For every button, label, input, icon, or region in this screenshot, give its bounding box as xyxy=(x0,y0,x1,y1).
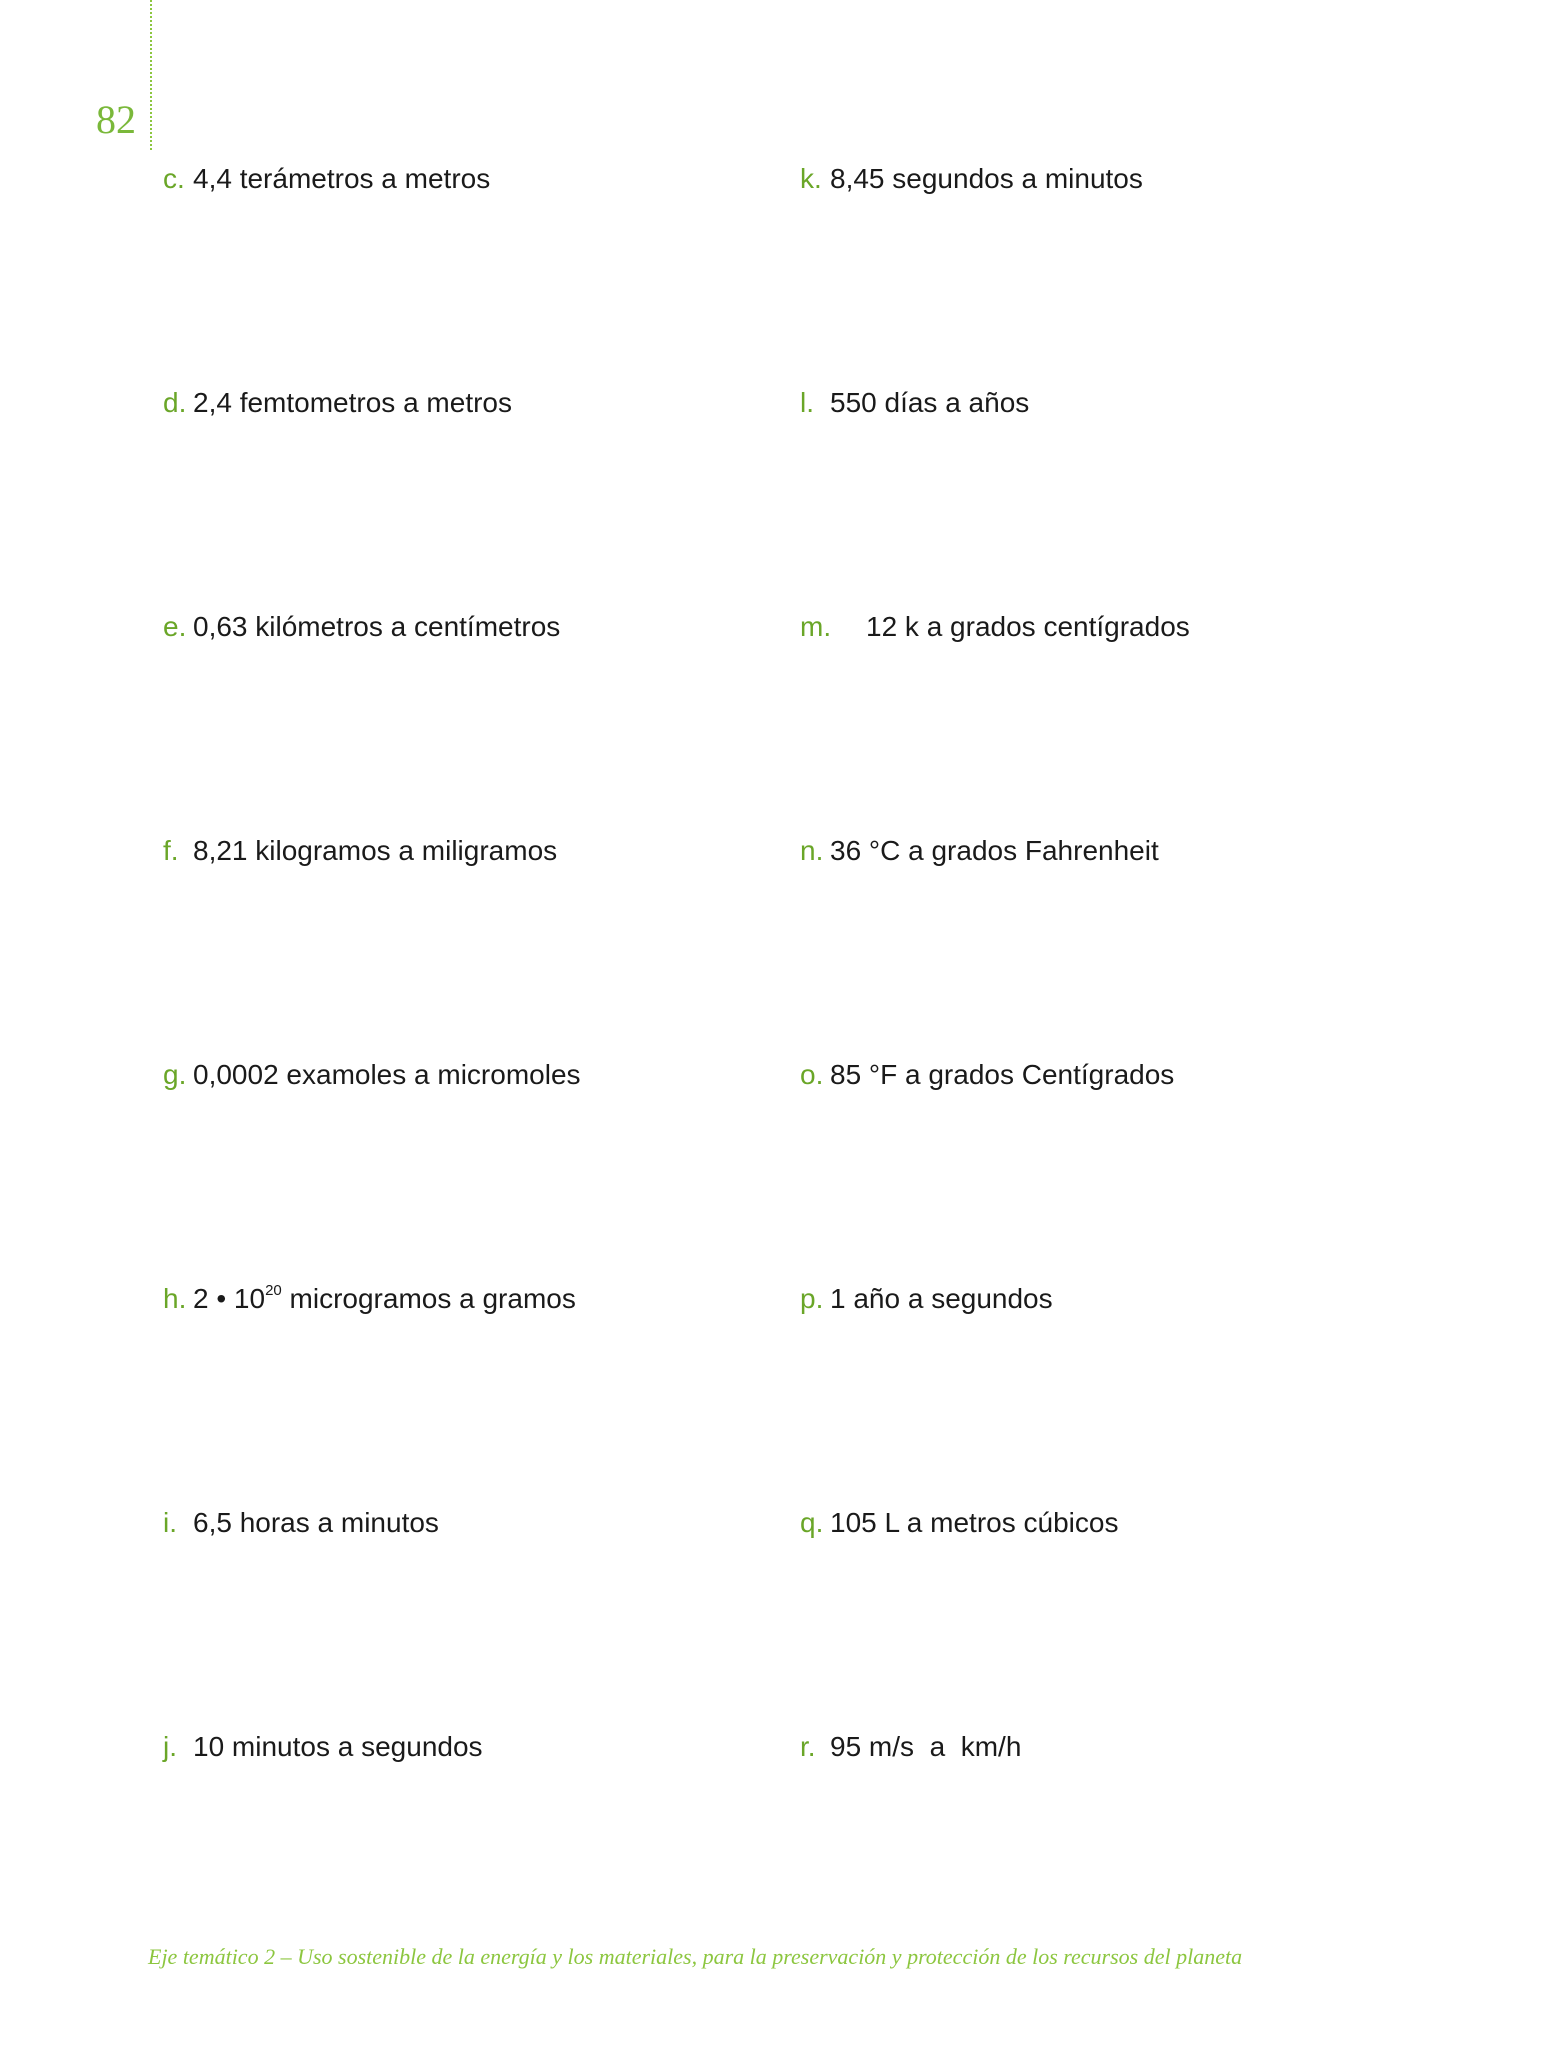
exercise-letter: c. xyxy=(163,163,185,194)
exercise-text: 8,45 segundos a minutos xyxy=(830,163,1143,194)
exercise-text: 4,4 terámetros a metros xyxy=(193,163,491,194)
exercise-text: 2,4 femtometros a metros xyxy=(193,387,513,418)
exercise-letter: d. xyxy=(163,387,187,418)
exercise-text: 36 °C a grados Fahrenheit xyxy=(830,835,1159,866)
exercise-text: 95 m/s a km/h xyxy=(830,1731,1022,1762)
exercise-letter: n. xyxy=(800,835,824,866)
exercise-text: 6,5 horas a minutos xyxy=(193,1507,439,1538)
exercise-text: 2 • 10 xyxy=(193,1283,266,1314)
exercise-letter: h. xyxy=(163,1283,187,1314)
page-number: 82 xyxy=(96,97,136,142)
exercise-letter: q. xyxy=(800,1507,824,1538)
exercise-e xyxy=(163,610,560,644)
exercise-text: 10 minutos a segundos xyxy=(193,1731,483,1762)
exercise-letter: k. xyxy=(800,163,822,194)
exercise-letter: g. xyxy=(163,1059,187,1090)
exercise-h xyxy=(163,1282,576,1316)
exercise-text: 0,63 kilómetros a centímetros xyxy=(193,611,561,642)
exercise-text: 12 k a grados centígrados xyxy=(866,611,1190,642)
exercise-letter: f. xyxy=(163,835,179,866)
exercise-o xyxy=(800,1058,1174,1092)
exercise-k xyxy=(800,162,1143,196)
exponent: 20 xyxy=(265,1281,282,1299)
exercise-letter: o. xyxy=(800,1059,824,1090)
exercise-text: microgramos a gramos xyxy=(281,1283,576,1314)
exercise-letter: e. xyxy=(163,611,187,642)
exercise-letter: l. xyxy=(800,387,814,418)
exercise-i xyxy=(163,1506,439,1540)
page-footer: Eje temático 2 – Uso sostenible de la energía y los materiales, para la preservación y protección de los recursos del planeta xyxy=(148,1944,1243,1969)
margin-dotted-rule xyxy=(150,0,152,150)
exercise-text: 85 °F a grados Centígrados xyxy=(830,1059,1175,1090)
exercise-text: 550 días a años xyxy=(830,387,1030,418)
exercise-c xyxy=(163,162,490,196)
exercise-g xyxy=(163,1058,581,1092)
exercise-letter: p. xyxy=(800,1283,824,1314)
exercise-text: 0,0002 examoles a micromoles xyxy=(193,1059,581,1090)
exercise-text: 8,21 kilogramos a miligramos xyxy=(193,835,558,866)
exercise-p xyxy=(800,1282,1053,1316)
exercise-letter: m. xyxy=(800,611,832,642)
exercise-letter: i. xyxy=(163,1507,177,1538)
exercise-m xyxy=(800,610,1190,644)
exercise-d xyxy=(163,386,512,420)
exercise-letter: r. xyxy=(800,1731,816,1762)
exercise-text: 1 año a segundos xyxy=(830,1283,1053,1314)
exercise-q xyxy=(800,1506,1118,1540)
exercise-f xyxy=(163,834,557,868)
exercise-n xyxy=(800,834,1159,868)
exercise-r xyxy=(800,1730,1021,1764)
exercise-letter: j. xyxy=(163,1731,177,1762)
exercise-l xyxy=(800,386,1029,420)
exercise-j xyxy=(163,1730,483,1764)
exercise-text: 105 L a metros cúbicos xyxy=(830,1507,1119,1538)
